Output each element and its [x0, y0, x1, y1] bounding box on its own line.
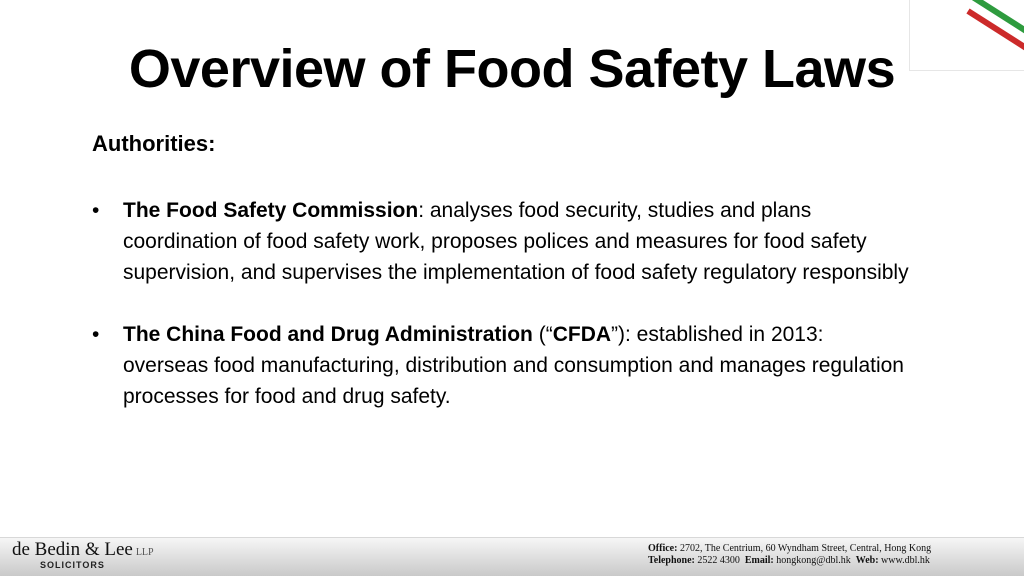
contact-info: [648, 543, 931, 567]
email-value: hongkong@dbl.hk: [776, 555, 851, 566]
slide-title: Overview of Food Safety Laws: [128, 39, 896, 99]
web-label: Web:: [855, 555, 879, 566]
office-value: 2702, The Centrium, 60 Wyndham Street, Central, Hong Kong: [679, 543, 932, 554]
bullet-text: : analyses food security, studies and plans coordination of food safety work, proposes polices and measures for food safety supervision, and supervises the implementation of food safety regulatory responsibly: [123, 199, 909, 284]
bullet-dot-icon: •: [92, 323, 100, 346]
bullet-abbreviation: CFDA: [552, 323, 612, 346]
telephone-value: 2522 4300: [697, 555, 740, 566]
bullet-food-safety-commission: [90, 195, 910, 288]
firm-name: de Bedin & Lee: [12, 539, 133, 560]
email-label: Email:: [744, 555, 774, 566]
telephone-label: Telephone:: [648, 555, 695, 566]
bullet-title: The Food Safety Commission: [123, 199, 419, 222]
office-label: Office:: [648, 543, 678, 554]
bullet-cfda: [90, 319, 910, 412]
web-value: www.dbl.hk: [881, 555, 930, 566]
bullet-text-open: (“: [532, 323, 553, 346]
bullet-text: ”): established in 2013: overseas food manufacturing, distribution and consumption and manages regulation processes for food and drug safety.: [123, 323, 904, 408]
footer-bar: [0, 537, 1024, 576]
bullet-dot-icon: •: [92, 199, 100, 222]
firm-subtitle: SOLICITORS: [40, 560, 105, 570]
authorities-list: [90, 195, 910, 443]
firm-logo: [12, 539, 154, 561]
authorities-heading: Authorities:: [92, 131, 216, 156]
bullet-title: The China Food and Drug Administration: [123, 323, 533, 346]
contact-line: [648, 555, 931, 567]
firm-suffix: LLP: [135, 547, 154, 558]
office-line: [648, 543, 931, 555]
